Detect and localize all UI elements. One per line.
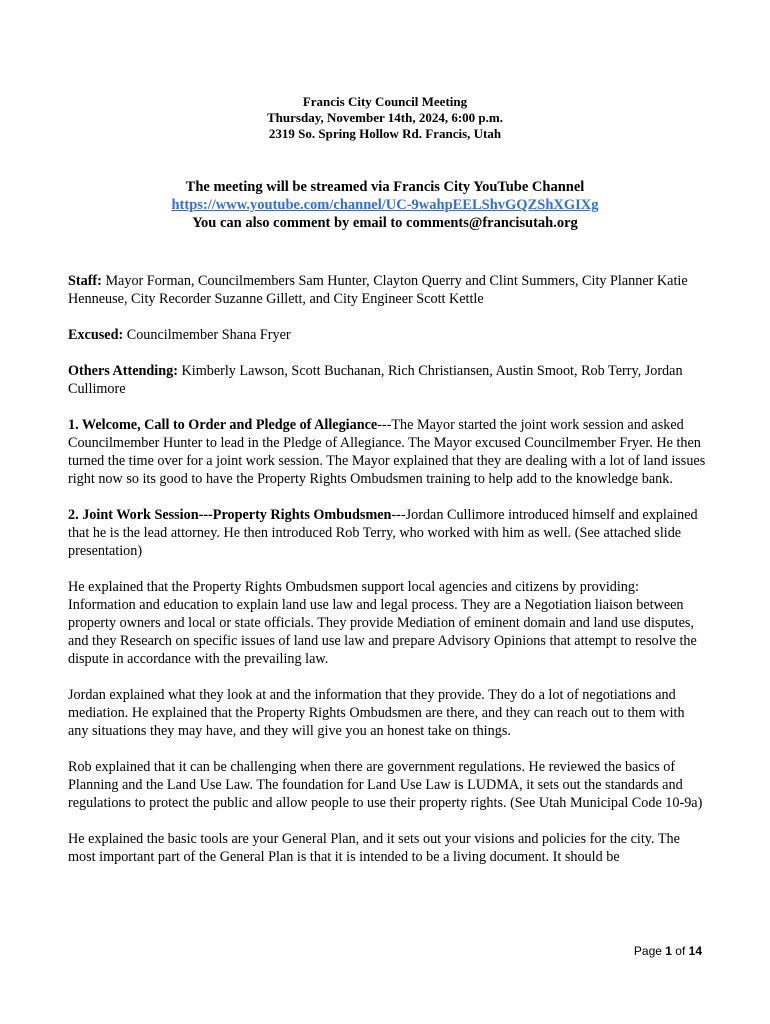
- agenda-item-1-title: 1. Welcome, Call to Order and Pledge of Allegiance: [68, 417, 378, 433]
- excused-paragraph: [68, 326, 708, 344]
- youtube-channel-link[interactable]: https://www.youtube.com/channel/UC-9wahpEELShvGQZShXGIXg: [171, 197, 599, 213]
- page-total: 14: [688, 944, 702, 958]
- agenda-item-1-text: ---The Mayor started the joint work session and asked Councilmember Hunter to lead in the Pledge of Allegiance. The Mayor excused Councilmember Fryer. He then turned the time over for a joint work session. The Mayor explained that they are dealing with a lot of land issues right now so its good to have the Property Rights Ombudsmen training to help add to the knowledge bank.: [68, 417, 706, 487]
- of-word: of: [671, 944, 689, 958]
- staff-text: Mayor Forman, Councilmembers Sam Hunter, Clayton Querry and Clint Summers, City Planner Katie Henneuse, City Recorder Suzanne Gillett, and City Engineer Scott Kettle: [68, 273, 688, 307]
- agenda-item-1: [68, 416, 708, 488]
- page-current: 1: [665, 944, 672, 958]
- paragraph-jordan: Jordan explained what they look at and the information that they provide. They do a lot of negotiations and mediation. He explained that the Property Rights Ombudsmen are there, and they can reach out to them with any situations they may have, and they will give you an honest take on things.: [68, 687, 685, 739]
- others-attending-paragraph: [68, 362, 708, 398]
- others-attending-text: Kimberly Lawson, Scott Buchanan, Rich Christiansen, Austin Smoot, Rob Terry, Jordan Cullimore: [68, 363, 683, 397]
- meeting-address: 2319 So. Spring Hollow Rd. Francis, Utah: [268, 126, 502, 141]
- page-word: Page: [633, 944, 666, 958]
- others-attending-label: Others Attending:: [68, 363, 178, 379]
- meeting-date: Thursday, November 14th, 2024, 6:00 p.m.: [267, 110, 503, 125]
- stream-notice: The meeting will be streamed via Francis City YouTube Channel: [185, 179, 585, 195]
- paragraph-rob: Rob explained that it can be challenging when there are government regulations. He reviewed the basics of Planning and the Land Use Law. The foundation for Land Use Law is LUDMA, it sets out the standards and regulations to protect the public and allow people to use their property rights. (See Utah Municipal Code 10-9a): [68, 759, 703, 811]
- agenda-item-2-text: ---Jordan Cullimore introduced himself and explained that he is the lead attorney. He then introduced Rob Terry, who worked with him as well. (See attached slide presentation): [68, 507, 698, 559]
- agenda-item-2: [68, 506, 708, 560]
- paragraph-ombudsmen-services: He explained that the Property Rights Ombudsmen support local agencies and citizens by providing: Information and education to explain land use law and legal process. They are a Negotiation liaison between property owners and local or state officials. They provide Mediation of eminent domain and land use disputes, and they Research on specific issues of land use law and prepare Advisory Opinions that attempt to resolve the dispute in accordance with the prevailing law.: [68, 579, 697, 667]
- excused-label: Excused:: [68, 327, 124, 343]
- excused-text: Councilmember Shana Fryer: [123, 327, 291, 343]
- staff-paragraph: [68, 272, 708, 308]
- email-comment-notice: You can also comment by email to comments@francisutah.org: [192, 215, 578, 231]
- staff-label: Staff:: [68, 273, 102, 289]
- meeting-title: Francis City Council Meeting: [302, 94, 468, 109]
- page-number: [634, 943, 702, 959]
- minutes-body: [68, 272, 708, 884]
- agenda-item-2-title: 2. Joint Work Session---Property Rights Ombudsmen: [68, 507, 392, 523]
- paragraph-general-plan: He explained the basic tools are your General Plan, and it sets out your visions and policies for the city. The most important part of the General Plan is that it is intended to be a living document. It should be: [68, 831, 680, 865]
- stream-info: [0, 178, 770, 232]
- meeting-header: [0, 94, 770, 142]
